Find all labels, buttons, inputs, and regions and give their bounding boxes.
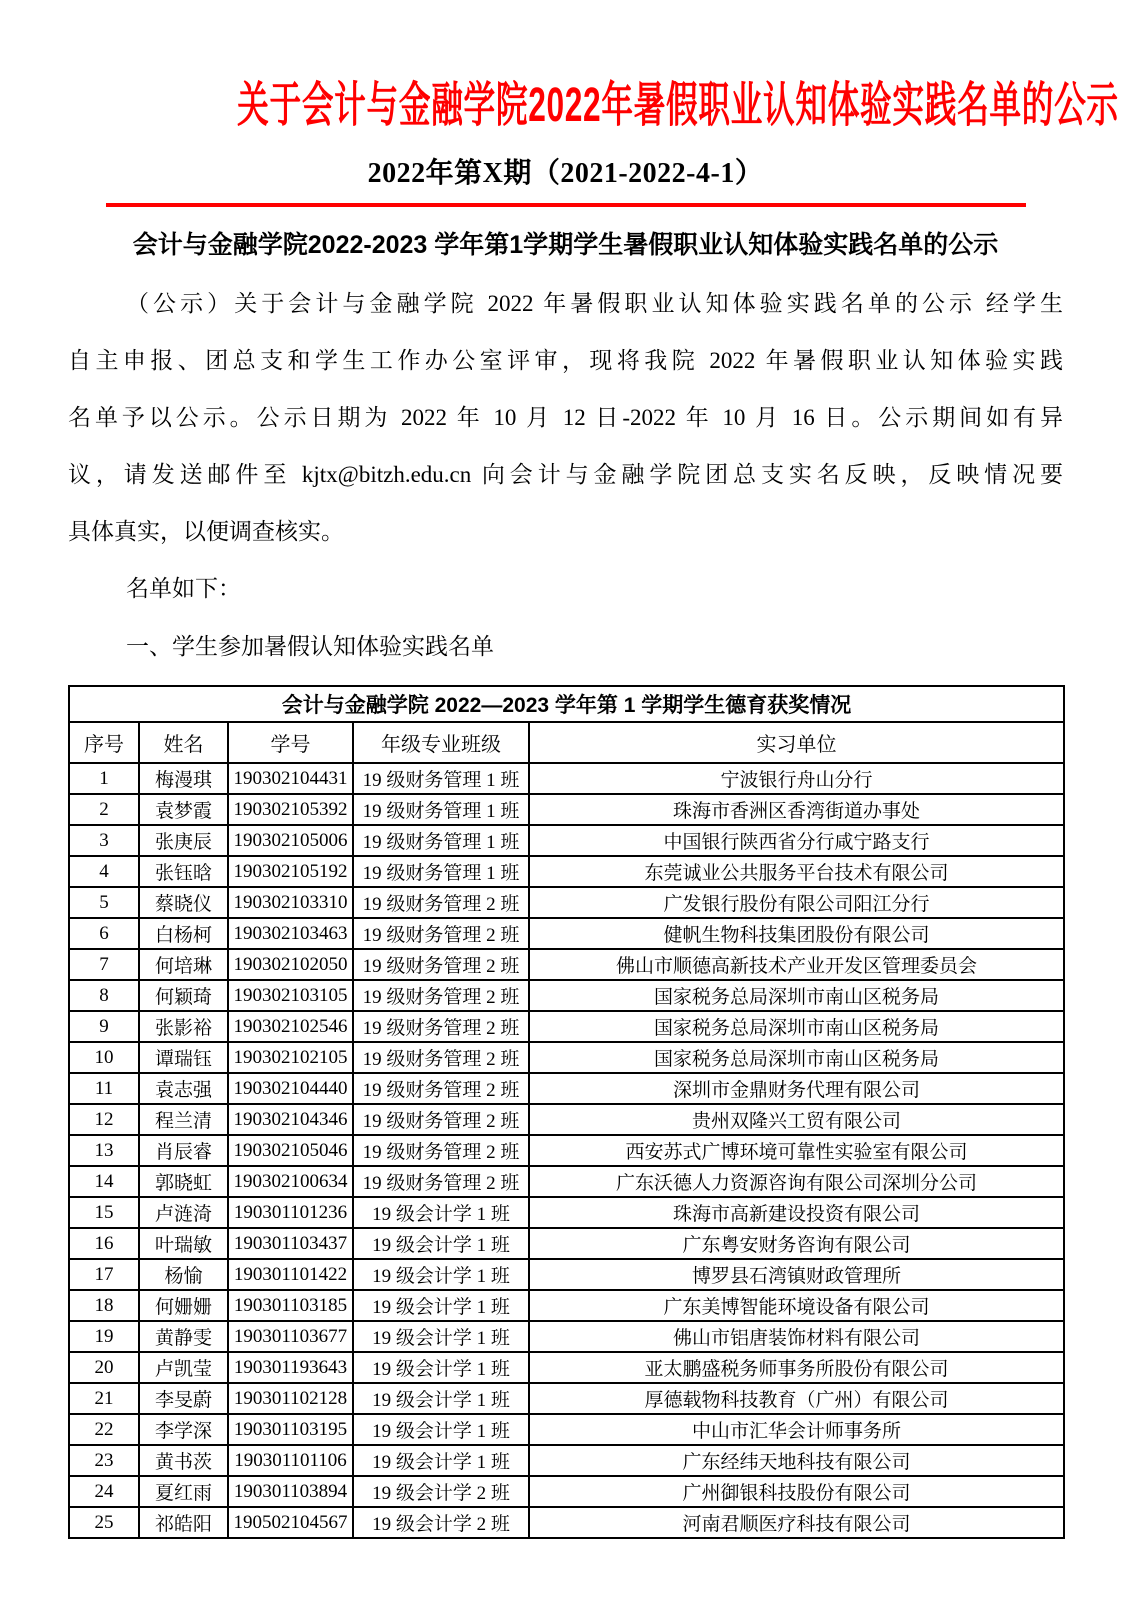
table-row	[69, 1321, 1064, 1352]
table-row	[69, 1414, 1064, 1445]
cell-class: 19 级会计学 1 班	[353, 1321, 529, 1352]
cell-class: 19 级会计学 1 班	[353, 1197, 529, 1228]
cell-company: 西安苏式广博环境可靠性实验室有限公司	[529, 1135, 1064, 1166]
cell-student-id: 190301103894	[228, 1476, 353, 1507]
cell-name: 张钰晗	[139, 856, 228, 887]
cell-name: 袁梦霞	[139, 794, 228, 825]
cell-name: 梅漫琪	[139, 763, 228, 794]
cell-class: 19 级财务管理 2 班	[353, 1104, 529, 1135]
cell-name: 杨愉	[139, 1259, 228, 1290]
cell-name: 张影裕	[139, 1011, 228, 1042]
cell-index: 11	[69, 1073, 139, 1104]
table-row	[69, 1197, 1064, 1228]
cell-name: 叶瑞敏	[139, 1228, 228, 1259]
cell-index: 1	[69, 763, 139, 794]
cell-company: 国家税务总局深圳市南山区税务局	[529, 1042, 1064, 1073]
table-row	[69, 1104, 1064, 1135]
cell-index: 13	[69, 1135, 139, 1166]
cell-class: 19 级会计学 1 班	[353, 1352, 529, 1383]
table-row	[69, 1507, 1064, 1538]
table-header-row	[69, 722, 1064, 763]
table-row	[69, 1476, 1064, 1507]
cell-company: 中山市汇华会计师事务所	[529, 1414, 1064, 1445]
cell-name: 谭瑞钰	[139, 1042, 228, 1073]
cell-company: 宁波银行舟山分行	[529, 763, 1064, 794]
cell-company: 亚太鹏盛税务师事务所股份有限公司	[529, 1352, 1064, 1383]
cell-student-id: 190302102546	[228, 1011, 353, 1042]
table-row	[69, 856, 1064, 887]
cell-name: 袁志强	[139, 1073, 228, 1104]
cell-student-id: 190302102105	[228, 1042, 353, 1073]
cell-student-id: 190302105046	[228, 1135, 353, 1166]
table-title-row	[69, 686, 1064, 722]
cell-index: 17	[69, 1259, 139, 1290]
issue-line: 2022年第X期（2021-2022-4-1）	[367, 158, 764, 189]
cell-student-id: 190302103463	[228, 918, 353, 949]
paragraph-line: 名单予以公示。公示日期为 2022 年 10 月 12 日-2022 年 10 月 16 日。公示期间如有异	[68, 405, 1063, 430]
cell-class: 19 级会计学 2 班	[353, 1476, 529, 1507]
cell-name: 何培琳	[139, 949, 228, 980]
cell-class: 19 级会计学 1 班	[353, 1228, 529, 1259]
cell-index: 21	[69, 1383, 139, 1414]
cell-name: 卢涟渏	[139, 1197, 228, 1228]
table-row	[69, 1228, 1064, 1259]
cell-student-id: 190302102050	[228, 949, 353, 980]
table-row	[69, 918, 1064, 949]
cell-class: 19 级会计学 1 班	[353, 1259, 529, 1290]
cell-student-id: 190301193643	[228, 1352, 353, 1383]
column-header-name: 姓名	[139, 722, 228, 763]
paragraph-line: 自主申报、团总支和学生工作办公室评审，现将我院 2022 年暑假职业认知体验实践	[68, 348, 1063, 373]
cell-index: 19	[69, 1321, 139, 1352]
list-heading: 一、学生参加暑假认知体验实践名单	[126, 634, 494, 659]
table-row	[69, 825, 1064, 856]
column-header-class: 年级专业班级	[353, 722, 529, 763]
table-row	[69, 1135, 1064, 1166]
cell-index: 9	[69, 1011, 139, 1042]
table-row	[69, 1259, 1064, 1290]
cell-class: 19 级财务管理 2 班	[353, 1011, 529, 1042]
cell-company: 厚德载物科技教育（广州）有限公司	[529, 1383, 1064, 1414]
cell-student-id: 190302105006	[228, 825, 353, 856]
paragraph-line: （公示）关于会计与金融学院 2022 年暑假职业认知体验实践名单的公示 经学生	[126, 291, 1063, 316]
cell-name: 黄静雯	[139, 1321, 228, 1352]
cell-name: 蔡晓仪	[139, 887, 228, 918]
table-row	[69, 1166, 1064, 1197]
student-table	[68, 685, 1065, 1539]
cell-index: 15	[69, 1197, 139, 1228]
cell-name: 肖辰睿	[139, 1135, 228, 1166]
cell-company: 广东经纬天地科技有限公司	[529, 1445, 1064, 1476]
cell-class: 19 级财务管理 1 班	[353, 856, 529, 887]
cell-index: 23	[69, 1445, 139, 1476]
cell-index: 25	[69, 1507, 139, 1538]
student-table-body	[69, 763, 1064, 1538]
body-paragraph	[68, 275, 1063, 560]
cell-name: 何颖琦	[139, 980, 228, 1011]
cell-index: 2	[69, 794, 139, 825]
paragraph-line: 具体真实，以便调查核实。	[68, 519, 344, 544]
cell-index: 10	[69, 1042, 139, 1073]
cell-index: 8	[69, 980, 139, 1011]
table-title: 会计与金融学院 2022—2023 学年第 1 学期学生德育获奖情况	[69, 686, 1064, 722]
cell-name: 卢凯莹	[139, 1352, 228, 1383]
cell-company: 河南君顺医疗科技有限公司	[529, 1507, 1064, 1538]
cell-index: 24	[69, 1476, 139, 1507]
cell-company: 广东粤安财务咨询有限公司	[529, 1228, 1064, 1259]
cell-name: 夏红雨	[139, 1476, 228, 1507]
table-row	[69, 1011, 1064, 1042]
cell-student-id: 190302105392	[228, 794, 353, 825]
cell-student-id: 190302103310	[228, 887, 353, 918]
cell-index: 6	[69, 918, 139, 949]
cell-class: 19 级财务管理 2 班	[353, 949, 529, 980]
cell-index: 4	[69, 856, 139, 887]
cell-class: 19 级财务管理 2 班	[353, 1135, 529, 1166]
cell-company: 中国银行陕西省分行咸宁路支行	[529, 825, 1064, 856]
cell-class: 19 级财务管理 1 班	[353, 763, 529, 794]
cell-name: 黄书茨	[139, 1445, 228, 1476]
table-row	[69, 1445, 1064, 1476]
cell-student-id: 190301103437	[228, 1228, 353, 1259]
cell-student-id: 190301101236	[228, 1197, 353, 1228]
cell-index: 7	[69, 949, 139, 980]
cell-student-id: 190301103677	[228, 1321, 353, 1352]
cell-name: 郭晓虹	[139, 1166, 228, 1197]
cell-company: 广东沃德人力资源咨询有限公司深圳分公司	[529, 1166, 1064, 1197]
cell-student-id: 190301102128	[228, 1383, 353, 1414]
cell-index: 22	[69, 1414, 139, 1445]
cell-class: 19 级会计学 1 班	[353, 1445, 529, 1476]
cell-student-id: 190301101106	[228, 1445, 353, 1476]
cell-name: 张庚辰	[139, 825, 228, 856]
cell-name: 程兰清	[139, 1104, 228, 1135]
cell-class: 19 级财务管理 2 班	[353, 887, 529, 918]
cell-company: 广东美博智能环境设备有限公司	[529, 1290, 1064, 1321]
table-row	[69, 1042, 1064, 1073]
paragraph-line: 议，请发送邮件至 kjtx@bitzh.edu.cn 向会计与金融学院团总支实名反映，反映情况要	[68, 462, 1063, 487]
table-row	[69, 887, 1064, 918]
table-row	[69, 1073, 1064, 1104]
cell-student-id: 190301101422	[228, 1259, 353, 1290]
cell-index: 12	[69, 1104, 139, 1135]
cell-student-id: 190302104440	[228, 1073, 353, 1104]
cell-name: 祁皓阳	[139, 1507, 228, 1538]
table-row	[69, 794, 1064, 825]
cell-student-id: 190301103185	[228, 1290, 353, 1321]
red-divider-rule	[106, 203, 1026, 207]
cell-class: 19 级财务管理 2 班	[353, 918, 529, 949]
cell-student-id: 190301103195	[228, 1414, 353, 1445]
cell-index: 20	[69, 1352, 139, 1383]
cell-company: 健帆生物科技集团股份有限公司	[529, 918, 1064, 949]
cell-class: 19 级会计学 2 班	[353, 1507, 529, 1538]
cell-company: 国家税务总局深圳市南山区税务局	[529, 980, 1064, 1011]
section-heading: 会计与金融学院2022-2023 学年第1学期学生暑假职业认知体验实践名单的公示	[132, 231, 999, 259]
cell-index: 5	[69, 887, 139, 918]
cell-company: 东莞诚业公共服务平台技术有限公司	[529, 856, 1064, 887]
cell-company: 贵州双隆兴工贸有限公司	[529, 1104, 1064, 1135]
table-row	[69, 763, 1064, 794]
cell-name: 李旻蔚	[139, 1383, 228, 1414]
cell-class: 19 级财务管理 1 班	[353, 794, 529, 825]
table-row	[69, 1352, 1064, 1383]
column-header-company: 实习单位	[529, 722, 1064, 763]
cell-company: 珠海市高新建设投资有限公司	[529, 1197, 1064, 1228]
cell-company: 博罗县石湾镇财政管理所	[529, 1259, 1064, 1290]
cell-student-id: 190502104567	[228, 1507, 353, 1538]
cell-class: 19 级财务管理 2 班	[353, 1166, 529, 1197]
list-intro: 名单如下：	[126, 576, 241, 601]
cell-name: 李学深	[139, 1414, 228, 1445]
cell-index: 18	[69, 1290, 139, 1321]
cell-name: 白杨柯	[139, 918, 228, 949]
table-row	[69, 949, 1064, 980]
cell-company: 佛山市铝唐装饰材料有限公司	[529, 1321, 1064, 1352]
cell-class: 19 级会计学 1 班	[353, 1383, 529, 1414]
cell-student-id: 190302103105	[228, 980, 353, 1011]
cell-student-id: 190302100634	[228, 1166, 353, 1197]
cell-class: 19 级财务管理 1 班	[353, 825, 529, 856]
column-header-index: 序号	[69, 722, 139, 763]
cell-name: 何姗姗	[139, 1290, 228, 1321]
cell-company: 珠海市香洲区香湾街道办事处	[529, 794, 1064, 825]
cell-student-id: 190302104346	[228, 1104, 353, 1135]
cell-student-id: 190302104431	[228, 763, 353, 794]
cell-company: 佛山市顺德高新技术产业开发区管理委员会	[529, 949, 1064, 980]
column-header-student-id: 学号	[228, 722, 353, 763]
cell-company: 广发银行股份有限公司阳江分行	[529, 887, 1064, 918]
cell-class: 19 级会计学 1 班	[353, 1290, 529, 1321]
cell-index: 16	[69, 1228, 139, 1259]
table-row	[69, 1290, 1064, 1321]
cell-class: 19 级财务管理 2 班	[353, 1042, 529, 1073]
table-row	[69, 1383, 1064, 1414]
cell-student-id: 190302105192	[228, 856, 353, 887]
cell-class: 19 级财务管理 2 班	[353, 980, 529, 1011]
cell-index: 3	[69, 825, 139, 856]
cell-class: 19 级会计学 1 班	[353, 1414, 529, 1445]
cell-company: 国家税务总局深圳市南山区税务局	[529, 1011, 1064, 1042]
cell-index: 14	[69, 1166, 139, 1197]
cell-company: 广州御银科技股份有限公司	[529, 1476, 1064, 1507]
page-title: 关于会计与金融学院2022年暑假职业认知体验实践名单的公示	[237, 79, 1119, 132]
cell-company: 深圳市金鼎财务代理有限公司	[529, 1073, 1064, 1104]
table-row	[69, 980, 1064, 1011]
cell-class: 19 级财务管理 2 班	[353, 1073, 529, 1104]
